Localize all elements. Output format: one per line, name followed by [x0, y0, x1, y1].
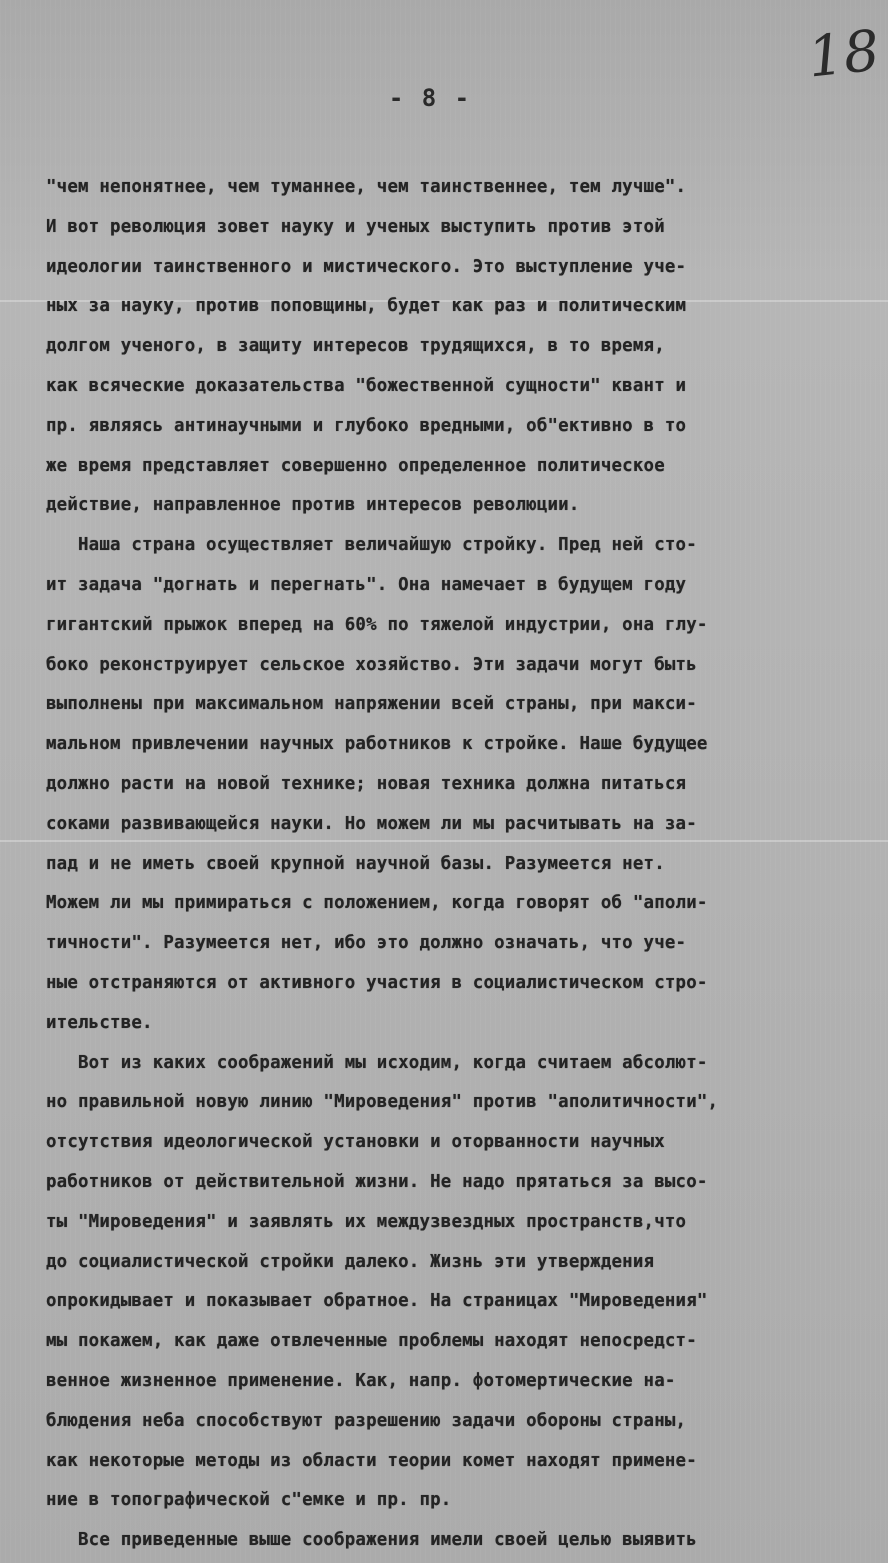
text-line: ит задача "догнать и перегнать". Она намечает в будущем году [46, 574, 687, 595]
text-line: но правильной новую линию "Мироведения" против "аполитичности", [46, 1092, 719, 1113]
text-line: отсутствия идеологической установки и оторванности научных [46, 1132, 665, 1153]
text-line: тичности". Разумеется нет, ибо это должно означать, что уче- [46, 933, 687, 954]
text-line: Наша страна осуществляет величайшую стройку. Пред ней сто- [46, 535, 697, 556]
text-line: ние в топографической с"емке и пр. пр. [46, 1490, 452, 1511]
text-line: как всяческие доказательства "божественной сущности" квант и [46, 375, 687, 396]
text-line: Вот из каких соображений мы исходим, когда считаем абсолют- [46, 1052, 708, 1073]
text-line: Все приведенные выше соображения имели своей целью выявить [46, 1530, 697, 1551]
text-line: гигантский прыжок вперед на 60% по тяжелой индустрии, она глу- [46, 614, 708, 635]
text-line: ных за науку, против поповщины, будет как раз и политическим [46, 296, 687, 317]
text-line: ные отстраняются от активного участия в социалистическом стро- [46, 972, 708, 993]
text-line: "чем непонятнее, чем туманнее, чем таинственнее, тем лучше". [46, 177, 687, 197]
text-line: должно расти на новой технике; новая техника должна питаться [46, 773, 687, 794]
text-line: мы покажем, как даже отвлеченные проблемы находят непосредст- [46, 1331, 697, 1352]
text-line: опрокидывает и показывает обратное. На страницах "Мироведения" [46, 1291, 708, 1312]
document-body [46, 168, 876, 1561]
page-number: - 8 - [388, 84, 472, 112]
text-line: долгом ученого, в защиту интересов трудящихся, в то время, [46, 336, 665, 357]
text-line: блюдения неба способствуют разрешению задачи обороны страны, [46, 1410, 687, 1431]
text-line: мальном привлечении научных работников к стройке. Наше будущее [46, 734, 708, 755]
text-line: пад и не иметь своей крупной научной базы. Разумеется нет. [46, 853, 665, 874]
text-line: Можем ли мы примираться с положением, когда говорят об "аполи- [46, 893, 708, 914]
text-line: соками развивающейся науки. Но можем ли мы расчитывать на за- [46, 813, 697, 834]
text-line: действие, направленное против интересов революции. [46, 495, 580, 516]
text-line: ты "Мироведения" и заявлять их междузвездных пространств,что [46, 1211, 687, 1232]
text-line: работников от действительной жизни. Не надо прятаться за высо- [46, 1171, 708, 1192]
text-line: выполнены при максимальном напряжении всей страны, при макси- [46, 694, 697, 715]
text-line: же время представляет совершенно определенное политическое [46, 455, 665, 476]
text-line: до социалистической стройки далеко. Жизнь эти утверждения [46, 1251, 655, 1272]
text-line: венное жизненное применение. Как, напр. фотомертические на- [46, 1370, 676, 1391]
text-line: идеологии таинственного и мистического. Это выступление уче- [46, 256, 687, 277]
text-line: ительстве. [46, 1012, 153, 1033]
archive-folio-number: 18 [804, 18, 883, 91]
text-line: как некоторые методы из области теории комет находят примене- [46, 1450, 697, 1471]
text-line: И вот революция зовет науку и ученых выступить против этой [46, 216, 665, 237]
text-line: пр. являясь антинаучными и глубоко вредными, об"ективно в то [46, 415, 687, 436]
text-line: боко реконструирует сельское хозяйство. Эти задачи могут быть [46, 654, 697, 675]
